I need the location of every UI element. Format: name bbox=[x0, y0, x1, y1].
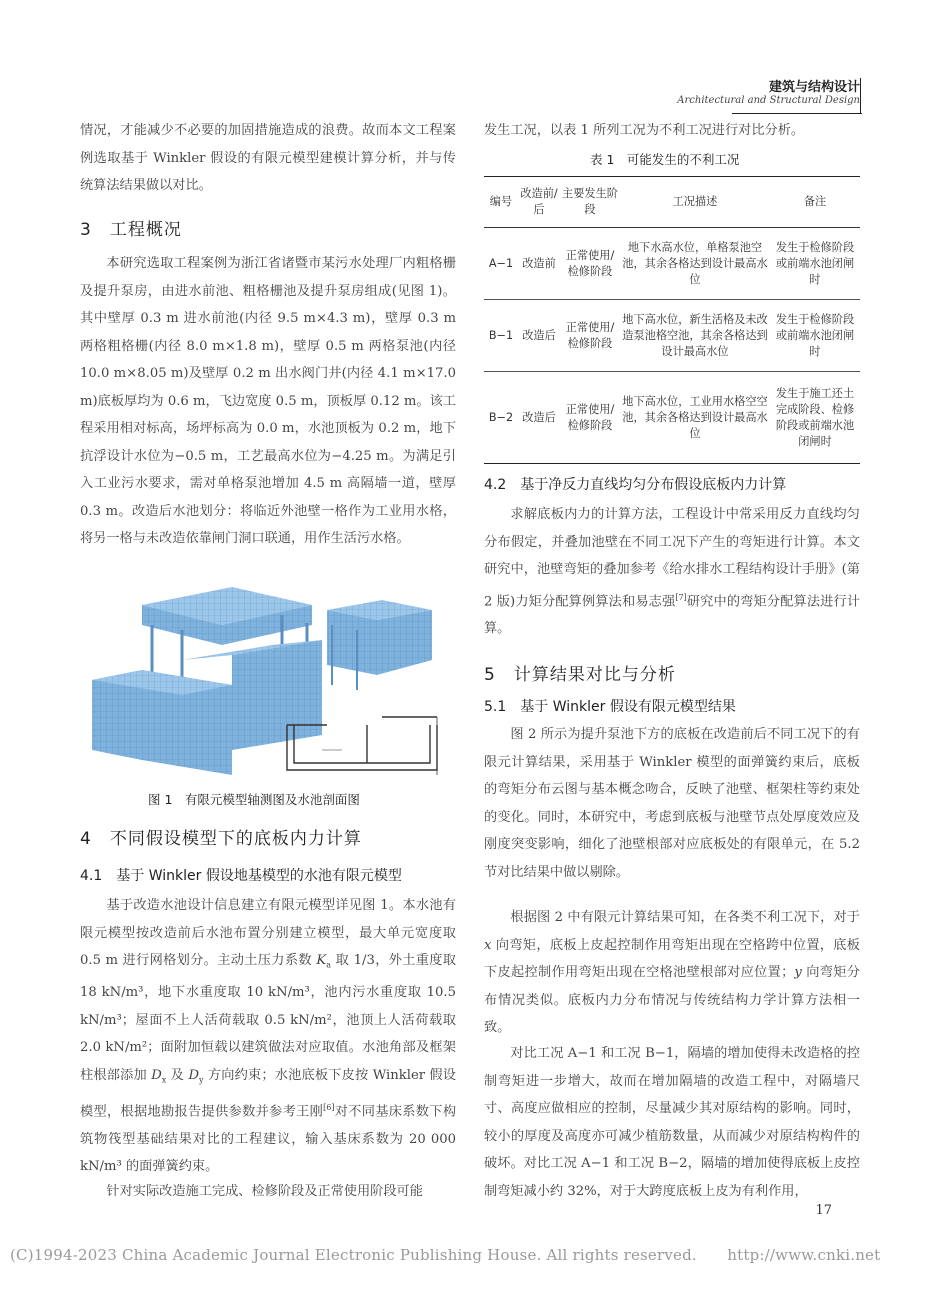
table-header-row bbox=[484, 177, 860, 228]
table-cell: 发生于施工还土完成阶段、检修阶段或前端水池闭闸时 bbox=[775, 386, 855, 448]
copyright-footer: (C)1994-2023 China Academic Journal Electronic Publishing House. All rights reserved. http://www.cnki.net bbox=[10, 1246, 881, 1264]
table-1 bbox=[484, 176, 860, 464]
section-5-1-heading: 5.1 基于 Winkler 假设有限元模型结果 bbox=[484, 699, 736, 715]
left-para-2: 基于改造水池设计信息建立有限元模型详见图 1。本水池有限元模型按改造前后水池布置分别建立模型，最大单元宽度取 0.5 m 进行网格划分。主动土压力系数 $K_a$ 取 1/3，外土重度取 18 kN/m³，地下水重度取 10 kN/m³，池内污水重度取 10.5 kN/m³；屋面不上人活荷载取 0.5 kN/m²，池顶上人活荷载取 2.0 kN/m²；面附加恒载以建筑做法对应取值。水池角部及框架柱根部添加 $D_x$ 及 $D_y$ 方向约束；水池底板下皮按 Winkler 假设模型，根据地勘报告提供参数并参考王刚[6]对不同基床系数下构筑物筏型基础结果对比的工程建议，输入基床系数为 20 000 kN/m³ 的面弹簧约束。 bbox=[80, 898, 457, 1175]
table-cell: 正常使用/检修阶段 bbox=[565, 402, 615, 432]
table-cell: 地下水高水位，单格泵池空池，其余各格达到设计最高水位 bbox=[622, 240, 768, 286]
table-header: 主要发生阶段 bbox=[562, 187, 618, 216]
table-cell: 改造后 bbox=[522, 328, 556, 342]
figure-1-image bbox=[82, 585, 454, 780]
journal-title-cn: 建筑与结构设计 bbox=[768, 80, 860, 95]
table-row bbox=[484, 228, 860, 300]
table-cell: 地下高水位，新生活格及未改造泵池格空池，其余各格达到设计最高水位 bbox=[622, 312, 768, 358]
left-para-3: 针对实际改造施工完成、检修阶段及正常使用阶段可能 bbox=[106, 1184, 423, 1199]
table-cell: 地下高水位，工业用水格空空池，其余各格达到设计最高水位 bbox=[622, 394, 768, 440]
section-5-heading: 5 计算结果对比与分析 bbox=[484, 665, 676, 685]
table-header: 工况描述 bbox=[672, 195, 718, 208]
header-vertical-rule bbox=[860, 78, 861, 113]
section-3-heading: 3 工程概况 bbox=[80, 220, 182, 240]
left-para-1: 本研究选取工程案例为浙江省诸暨市某污水处理厂内粗格栅及提升泵房，由进水前池、粗格栅池及提升泵房组成(见图 1)。其中壁厚 0.3 m 进水前池(内径 9.5 m×4.3 m)，壁厚 0.3 m 两格粗格栅(内径 8.0 m×1.8 m)，壁厚 0.5 m 两格泵池(内径 10.0 m×8.05 m)及壁厚 0.2 m 出水阀门井(内径 4.1 m×17.0 m)底板厚均为 0.6 m，飞边宽度 0.5 m，顶板厚 0.12 m。该工程采用相对标高，场坪标高为 0.0 m，水池顶板为 0.2 m，地下抗浮设计水位为−0.5 m，工艺最高水位为−4.25 m。为满足引入工业污水要求，需对单格泵池增加 4.5 m 高隔墙一道，壁厚 0.3 m。改造后水池划分：将临近外池壁一格作为工业用水格，将另一格与未改造依靠闸门洞口联通，用作生活污水格。 bbox=[80, 256, 456, 546]
table-row bbox=[484, 372, 860, 464]
section-model-small bbox=[327, 600, 432, 690]
table-1-title: 表 1 可能发生的不利工况 bbox=[590, 152, 740, 167]
table-header: 备注 bbox=[803, 195, 827, 208]
table-row bbox=[484, 300, 860, 372]
table-cell: 正常使用/检修阶段 bbox=[565, 248, 615, 278]
table-cell: 发生于检修阶段或前端水池闭闸时 bbox=[775, 240, 855, 286]
right-para-4: 对比工况 A−1 和工况 B−1，隔墙的增加使得未改造格的控制弯矩进一步增大，故而在增加隔墙的改造工程中，对隔墙尺寸、高度应做相应的控制，尽量减少其对原结构的影响。同时，较小的厚度及高度亦可减少植筋数量，从而减少对原结构构件的破坏。对比工况 A−1 和工况 B−2，隔墙的增加使得底板上皮控制弯矩减小约 32%，对于大跨度底板上皮为有利作用， bbox=[484, 1046, 860, 1199]
table-header: 编号 bbox=[489, 195, 513, 208]
table-cell: B−1 bbox=[488, 328, 514, 342]
figure-1-caption: 图 1 有限元模型轴测图及水池剖面图 bbox=[148, 792, 360, 807]
page-number: 17 bbox=[815, 1203, 832, 1218]
table-cell: 改造后 bbox=[522, 410, 556, 424]
journal-title-en: Architectural and Structural Design bbox=[677, 95, 860, 106]
table-header: 改造前/后 bbox=[520, 187, 558, 216]
section-4-1-heading: 4.1 基于 Winkler 假设地基模型的水池有限元模型 bbox=[80, 868, 402, 884]
table-cell: 改造前 bbox=[522, 256, 556, 270]
right-para-2: 图 2 所示为提升泵池下方的底板在改造前后不同工况下的有限元计算结果，采用基于 Winkler 模型的面弹簧约束后，底板的弯矩分布云图与基本概念吻合，反映了池壁、框架柱等约束处的变化。同时，本研究中，考虑到底板与池壁节点处厚度效应及刚度突变影响，细化了池壁根部对应底板处的有限单元，在 5.2 节对比结果中做以剔除。 bbox=[484, 727, 860, 880]
left-para-0: 情况，才能减少不必要的加固措施造成的浪费。故而本文工程案例选取基于 Winkler 假设的有限元模型建模计算分析，并与传统算法结果做以对比。 bbox=[80, 123, 456, 193]
section-4-2-heading: 4.2 基于净反力直线均匀分布假设底板内力计算 bbox=[484, 477, 787, 493]
table-cell: B−2 bbox=[488, 410, 514, 424]
section-4-heading: 4 不同假设模型下的底板内力计算 bbox=[80, 829, 362, 849]
table-cell: 发生于检修阶段或前端水池闭闸时 bbox=[775, 312, 855, 358]
header-rule bbox=[732, 113, 862, 114]
right-para-1: 求解底板内力的计算方法，工程设计中常采用反力直线均匀分布假定，并叠加池壁在不同工况下产生的弯矩进行计算。本文研究中，池壁弯矩的叠加参考《给水排水工程结构设计手册》(第 2 版)力矩分配算例算法和易志强[7]研究中的弯矩分配算法进行计算。 bbox=[484, 507, 861, 637]
table-cell: 正常使用/检修阶段 bbox=[565, 320, 615, 350]
table-cell: A−1 bbox=[488, 256, 514, 270]
right-para-0: 发生工况，以表 1 所列工况为不利工况进行对比分析。 bbox=[484, 123, 805, 138]
right-para-3: 根据图 2 中有限元计算结果可知，在各类不利工况下，对于 x 向弯矩，底板上皮起控制作用弯矩出现在空格跨中位置，底板下皮起控制作用弯矩出现在空格池壁根部对应位置；y 向弯矩分布情况类似。底板内力分布情况与传统结构力学计算方法相一致。 bbox=[484, 910, 860, 1035]
